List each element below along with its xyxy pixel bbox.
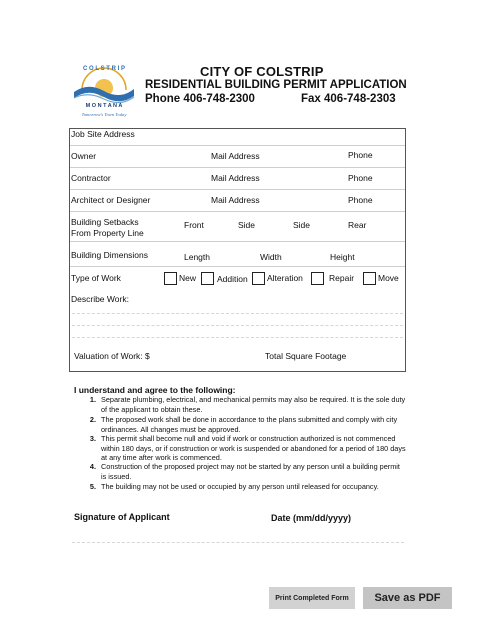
logo-slogan: Tomorrow's Town Today (81, 112, 127, 117)
setbacks-label-2: From Property Line (71, 228, 144, 238)
owner-label: Owner (71, 151, 97, 161)
owner-field[interactable] (70, 167, 405, 168)
move-checkbox[interactable] (363, 272, 376, 285)
setback-side-label: Side (238, 220, 256, 230)
addition-checkbox[interactable] (201, 272, 214, 285)
dim-width-label: Width (260, 252, 282, 262)
colstrip-logo (68, 58, 140, 120)
term-text: The building may not be used or occupied by any person until released for occupancy. (101, 482, 379, 491)
term-number: 1. (89, 395, 96, 404)
addition-label: Addition (217, 274, 248, 284)
fax-number: Fax 406-748-2303 (301, 93, 396, 105)
setback-front-label: Front (184, 220, 204, 230)
term-text: This permit shall become null and void if work or construction authorized is not commenced within 180 days, or if construction or work is suspended or abandoned for a period of 180 days at any time after work is commenced. (101, 434, 406, 463)
term-text: Separate plumbing, electrical, and mechanical permits may also be required. It is the sole duty of the applicant to obtain these. (101, 395, 406, 414)
dim-length-label: Length (184, 252, 210, 262)
repair-checkbox[interactable] (311, 272, 324, 285)
signature-label: Signature of Applicant (74, 512, 170, 522)
architect-field[interactable] (70, 211, 405, 212)
type-of-work-label: Type of Work (71, 273, 121, 283)
term-number: 2. (89, 415, 96, 424)
phone-number: Phone 406-748-2300 (145, 93, 255, 105)
contractor-phone-label: Phone (348, 173, 373, 183)
setback-rear-label: Rear (348, 220, 367, 230)
architect-mail-label: Mail Address (211, 195, 260, 205)
new-label: New (179, 273, 197, 283)
term-number: 5. (89, 482, 96, 491)
valuation-label: Valuation of Work: $ (74, 351, 150, 361)
architect-label: Architect or Designer (71, 195, 151, 205)
dimensions-field[interactable] (70, 266, 405, 267)
contractor-field[interactable] (70, 189, 405, 190)
save-pdf-button[interactable]: Save as PDF (363, 587, 452, 609)
new-checkbox[interactable] (164, 272, 177, 285)
setbacks-label: Building Setbacks (71, 217, 139, 227)
owner-phone-label: Phone (348, 150, 373, 160)
job-site-label: Job Site Address (71, 129, 135, 139)
logo-state-text: M O N T A N A (85, 103, 123, 109)
alteration-checkbox[interactable] (252, 272, 265, 285)
alteration-label: Alteration (267, 273, 303, 283)
contractor-label: Contractor (71, 173, 111, 183)
repair-label: Repair (329, 273, 355, 283)
date-label: Date (mm/dd/yyyy) (271, 513, 352, 523)
dim-height-label: Height (330, 252, 355, 262)
dimensions-label: Building Dimensions (71, 250, 149, 260)
setbacks-field[interactable] (70, 241, 405, 242)
owner-mail-label: Mail Address (211, 151, 260, 161)
form-title: RESIDENTIAL BUILDING PERMIT APPLICATION (145, 79, 407, 91)
terms-heading: I understand and agree to the following: (74, 385, 236, 395)
setback-side2-label: Side (293, 220, 311, 230)
term-number: 3. (89, 434, 96, 443)
architect-phone-label: Phone (348, 195, 373, 205)
square-footage-label: Total Square Footage (265, 351, 347, 361)
term-text: Construction of the proposed project may not be started by any person until a building permit is issued. (101, 462, 400, 481)
term-text: The proposed work shall be done in accordance to the plans submitted and comply with city ordinances. All changes must be approved. (101, 415, 398, 434)
signature-line[interactable] (72, 542, 404, 543)
city-title: CITY OF COLSTRIP (200, 64, 324, 79)
term-number: 4. (89, 462, 96, 471)
print-form-button[interactable]: Print Completed Form (269, 587, 355, 609)
move-label: Move (378, 273, 399, 283)
describe-line-3[interactable] (72, 337, 403, 338)
describe-line-2[interactable] (72, 325, 403, 326)
describe-line-1[interactable] (72, 313, 403, 314)
job-site-field[interactable] (70, 145, 405, 146)
contractor-mail-label: Mail Address (211, 173, 260, 183)
describe-work-label: Describe Work: (71, 294, 129, 304)
logo-arc-text: C O L S T R I P (83, 66, 125, 72)
